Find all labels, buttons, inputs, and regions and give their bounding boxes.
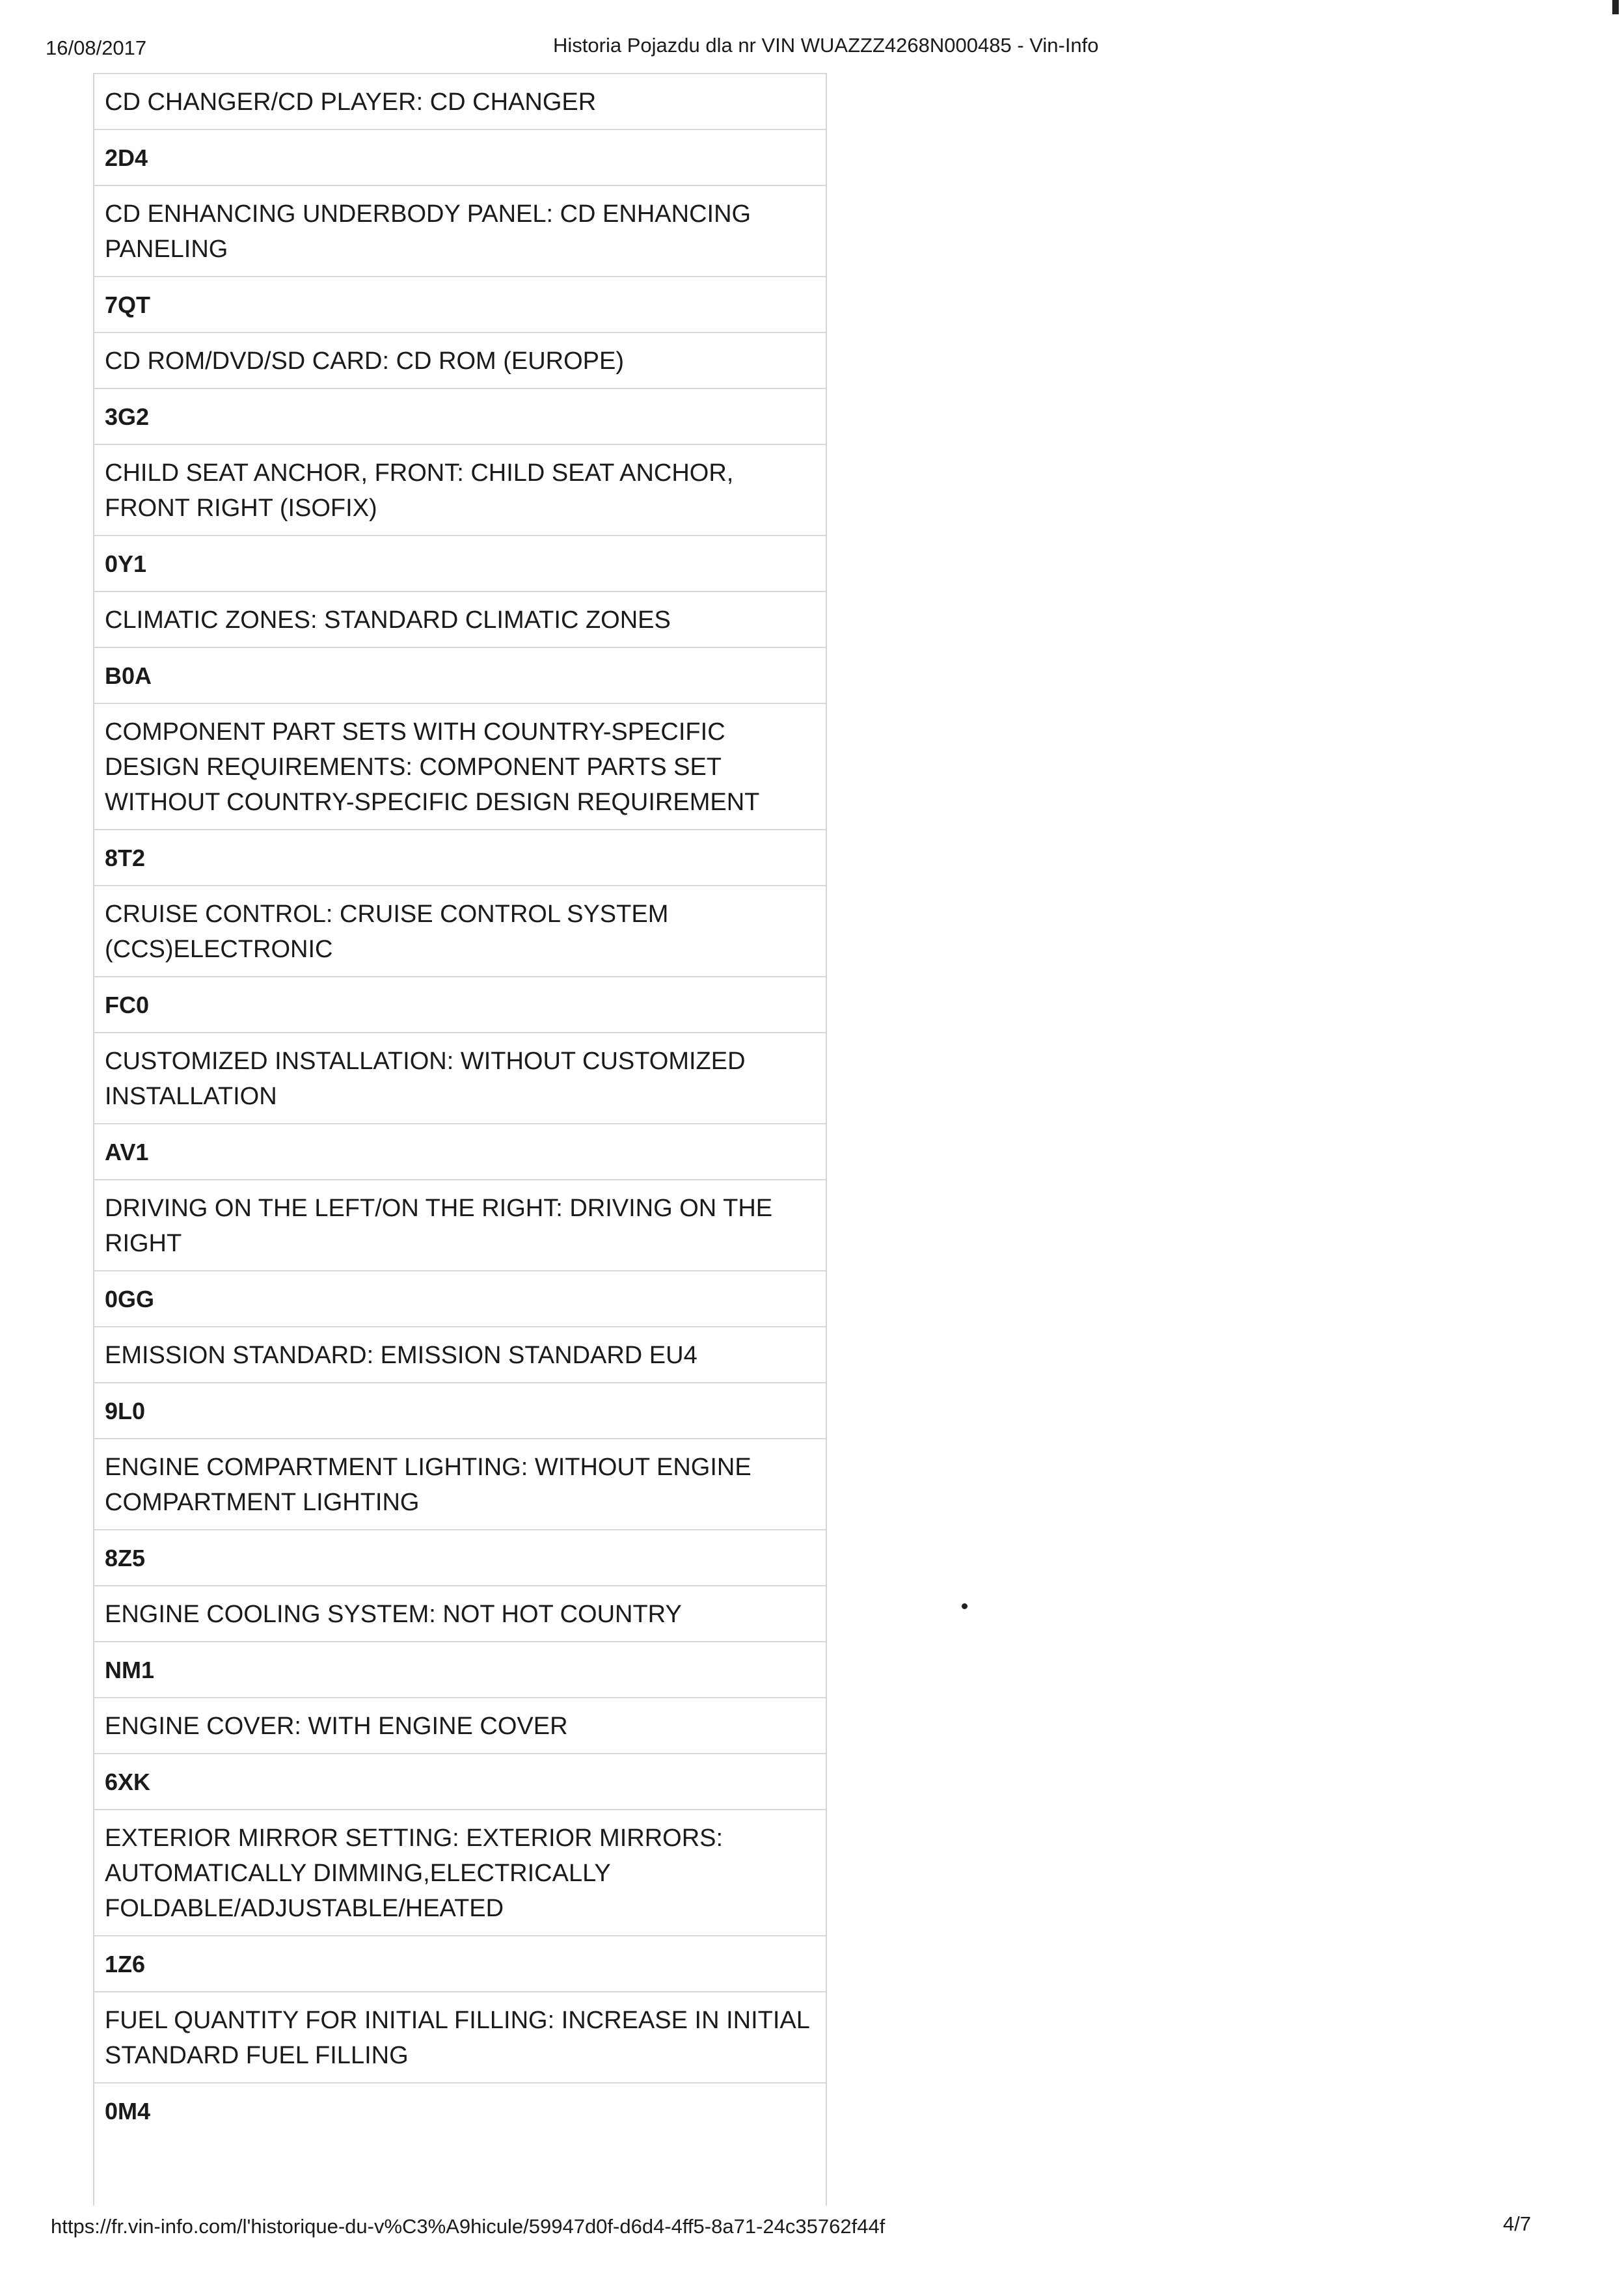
option-code: 7QT xyxy=(105,292,151,318)
option-description: ENGINE COMPARTMENT LIGHTING: WITHOUT ENGINE COMPARTMENT LIGHTING xyxy=(105,1454,751,1516)
option-description-row xyxy=(94,1991,826,2082)
scan-speck xyxy=(962,1603,968,1609)
option-description-row xyxy=(94,703,826,829)
option-description-row xyxy=(94,185,826,276)
option-code: 6XK xyxy=(105,1769,151,1795)
option-description-row xyxy=(94,1697,826,1753)
option-description: CRUISE CONTROL: CRUISE CONTROL SYSTEM (CCS)ELECTRONIC xyxy=(105,901,669,963)
option-code-row xyxy=(94,129,826,185)
source-url: https://fr.vin-info.com/l'historique-du-v%C3%A9hicule/59947d0f-d6d4-4ff5-8a71-24c35762f44f xyxy=(51,2215,886,2238)
option-code-row xyxy=(94,388,826,444)
option-code: 2D4 xyxy=(105,144,148,171)
option-description: CUSTOMIZED INSTALLATION: WITHOUT CUSTOMIZED INSTALLATION xyxy=(105,1048,746,1110)
option-code: 9L0 xyxy=(105,1398,146,1424)
option-code-row xyxy=(94,276,826,332)
option-code-row xyxy=(94,2082,826,2138)
option-code: NM1 xyxy=(105,1657,155,1683)
option-code-row xyxy=(94,1753,826,1809)
option-description: CLIMATIC ZONES: STANDARD CLIMATIC ZONES xyxy=(105,606,671,634)
option-code-row xyxy=(94,829,826,885)
option-description: CD ENHANCING UNDERBODY PANEL: CD ENHANCING PANELING xyxy=(105,200,751,263)
option-code: FC0 xyxy=(105,992,150,1018)
option-code-row xyxy=(94,1123,826,1179)
option-code-row xyxy=(94,1529,826,1585)
option-description-row xyxy=(94,1179,826,1270)
option-code: B0A xyxy=(105,662,152,689)
option-code: 0M4 xyxy=(105,2098,151,2124)
scan-mark xyxy=(1612,0,1619,14)
option-description-row xyxy=(94,885,826,976)
option-description-row xyxy=(94,1032,826,1123)
option-description-row xyxy=(94,1809,826,1935)
option-description-row xyxy=(94,591,826,647)
option-description: DRIVING ON THE LEFT/ON THE RIGHT: DRIVING ON THE RIGHT xyxy=(105,1195,773,1257)
option-description: EMISSION STANDARD: EMISSION STANDARD EU4 xyxy=(105,1342,697,1369)
option-code-row xyxy=(94,1270,826,1326)
option-code: 8Z5 xyxy=(105,1545,146,1571)
option-description: CHILD SEAT ANCHOR, FRONT: CHILD SEAT ANCHOR, FRONT RIGHT (ISOFIX) xyxy=(105,459,734,522)
option-description: EXTERIOR MIRROR SETTING: EXTERIOR MIRRORS: AUTOMATICALLY DIMMING,ELECTRICALLY FOLDABLE/ADJUSTABLE/HEATED xyxy=(105,1825,724,1922)
print-date: 16/08/2017 xyxy=(46,36,147,59)
option-description: ENGINE COOLING SYSTEM: NOT HOT COUNTRY xyxy=(105,1601,682,1628)
option-code: 3G2 xyxy=(105,403,150,430)
option-description: FUEL QUANTITY FOR INITIAL FILLING: INCREASE IN INITIAL STANDARD FUEL FILLING xyxy=(105,2007,810,2069)
option-code: 0GG xyxy=(105,1286,155,1312)
option-code-row xyxy=(94,1641,826,1697)
option-code: AV1 xyxy=(105,1139,149,1165)
page-title: Historia Pojazdu dla nr VIN WUAZZZ4268N000485 - Vin-Info xyxy=(553,34,1099,57)
equipment-table xyxy=(93,73,827,2206)
option-code: 1Z6 xyxy=(105,1951,146,1977)
option-description-row xyxy=(94,332,826,388)
option-description: COMPONENT PART SETS WITH COUNTRY-SPECIFIC DESIGN REQUIREMENTS: COMPONENT PARTS SET WITHOUT COUNTRY-SPECIFIC DESIGN REQUIREMENT xyxy=(105,718,760,816)
option-code-row xyxy=(94,1935,826,1991)
option-description-row xyxy=(94,1585,826,1641)
option-description: CD ROM/DVD/SD CARD: CD ROM (EUROPE) xyxy=(105,347,625,375)
option-code-row xyxy=(94,647,826,703)
option-code-row xyxy=(94,1382,826,1438)
option-description-row xyxy=(94,444,826,535)
option-description-row xyxy=(94,1438,826,1529)
page-number: 4/7 xyxy=(1503,2212,1532,2235)
option-description-row xyxy=(94,1326,826,1382)
option-code-row xyxy=(94,535,826,591)
option-code: 0Y1 xyxy=(105,550,147,577)
option-description: ENGINE COVER: WITH ENGINE COVER xyxy=(105,1713,568,1740)
option-description-row xyxy=(94,73,826,129)
option-code: 8T2 xyxy=(105,845,146,871)
option-code-row xyxy=(94,976,826,1032)
option-description: CD CHANGER/CD PLAYER: CD CHANGER xyxy=(105,88,597,116)
